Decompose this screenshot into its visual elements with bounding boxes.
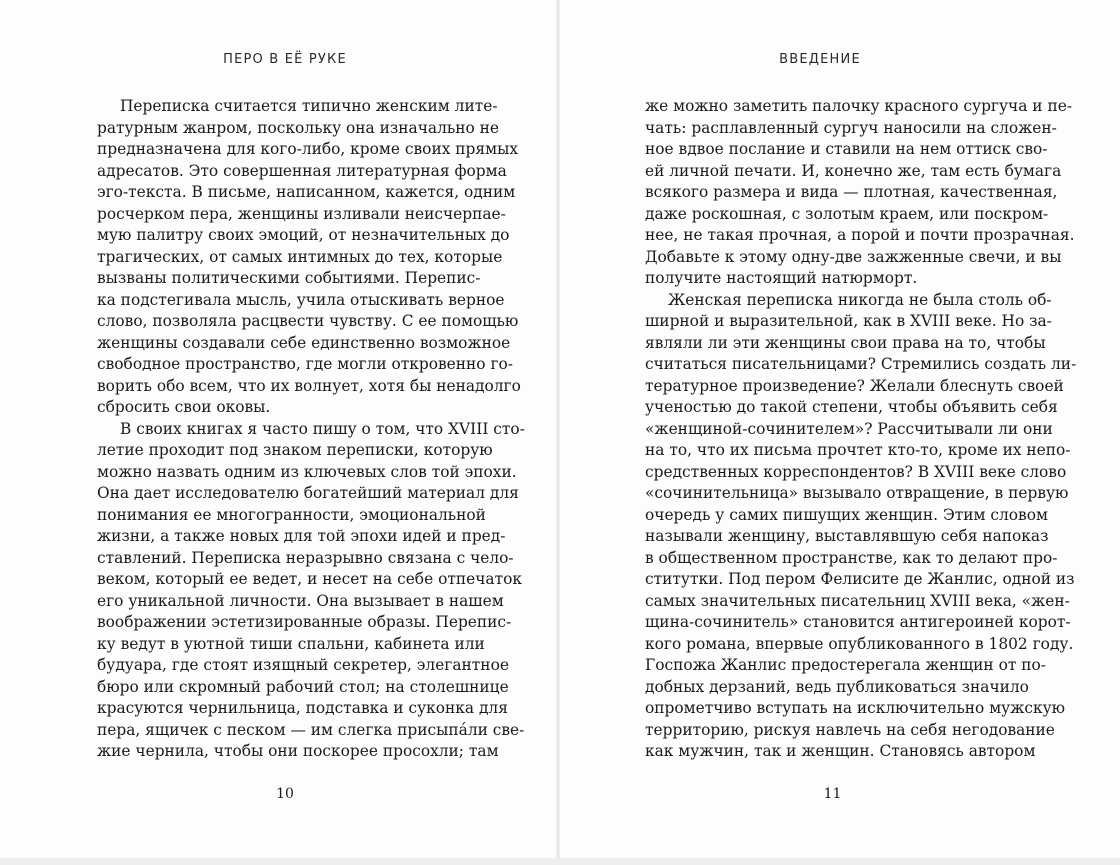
text-line: нее, не такая прочная, а порой и почти прозрачная. bbox=[645, 226, 1075, 244]
text-line: понимания ее многогранности, эмоциональной bbox=[97, 505, 486, 524]
text-line: слово, позволяла расцвести чувству. С ее помощью bbox=[97, 312, 519, 330]
text-line: ратурным жанром, поскольку она изначально не bbox=[97, 118, 500, 137]
text-line: «женщиной-сочинителем»? Рассчитывали ли они bbox=[645, 419, 1053, 438]
text-line: летие проходит под знаком переписки, которую bbox=[97, 441, 493, 459]
text-line: женщины создавали себе единственно возможное bbox=[97, 333, 511, 352]
text-line: его уникальной личности. Она вызывает в нашем bbox=[97, 591, 504, 610]
text-line: всякого размера и вида — плотная, качественная, bbox=[645, 183, 1058, 201]
text-line: Она дает исследователю богатейший материал для bbox=[97, 484, 519, 502]
text-line: свободное пространство, где могли откровенно го- bbox=[97, 355, 513, 373]
text-line: самых значительных писательниц XVIII века, «жен- bbox=[645, 591, 1070, 610]
text-line: адресатов. Это совершенная литературная форма bbox=[97, 161, 507, 180]
text-line: Переписка считается типично женским лите- bbox=[120, 97, 498, 115]
text-line: считаться писательницами? Стремились создать ли- bbox=[645, 355, 1077, 373]
text-line: чать: расплавленный сургуч наносили на сложен- bbox=[645, 118, 1057, 137]
text-line: очередь у самих пишущих женщин. Этим словом bbox=[645, 505, 1048, 524]
text-line: жие чернила, чтобы они поскорее просохли; там bbox=[97, 742, 499, 760]
text-line: ворить обо всем, что их волнует, хотя бы ненадолго bbox=[97, 376, 521, 395]
text-line: как мужчин, так и женщин. Становясь автором bbox=[645, 742, 1036, 760]
right-page bbox=[560, 0, 1120, 858]
text-line: воображении эстетизированные образы. Перепис- bbox=[97, 613, 512, 631]
page-number-right: 11 bbox=[823, 786, 842, 802]
text-line: эго-текста. В письме, написанном, кажется, одним bbox=[97, 183, 516, 201]
text-line: жизни, а также новых для той эпохи идей и пред- bbox=[97, 527, 506, 545]
text-line: ставлений. Переписка неразрывно связана с чело- bbox=[97, 548, 514, 567]
text-line: средственных корреспондентов? В XVIII веке слово bbox=[645, 462, 1067, 481]
text-line: веком, который ее ведет, и несет на себе отпечаток bbox=[97, 570, 522, 588]
text-line: предназначена для кого-либо, кроме своих прямых bbox=[97, 140, 518, 158]
text-line: добных дерзаний, ведь публиковаться значило bbox=[645, 677, 1029, 696]
running-head-right: ВВЕДЕНИЕ bbox=[779, 52, 861, 67]
left-page-text bbox=[97, 96, 525, 763]
text-line: вызваны политическими событиями. Перепис- bbox=[97, 269, 481, 287]
text-line: кого романа, впервые опубликованного в 1802 году. bbox=[645, 634, 1074, 653]
text-line: бюро или скромный рабочий стол; на столешнице bbox=[97, 677, 509, 696]
page-number-left: 10 bbox=[276, 786, 294, 802]
running-head-left: ПЕРО В ЕЁ РУКЕ bbox=[223, 52, 347, 67]
text-line: территорию, рискуя навлечь на себя негодование bbox=[645, 720, 1055, 739]
left-page bbox=[0, 0, 556, 858]
text-line: в общественном пространстве, как то делают про- bbox=[645, 548, 1058, 567]
text-line: тературное произведение? Желали блеснуть своей bbox=[645, 376, 1064, 395]
text-line: красуются чернильница, подставка и суконка для bbox=[97, 699, 508, 717]
text-line: же можно заметить палочку красного сургуча и пе- bbox=[645, 97, 1073, 115]
text-line: росчерком пера, женщины изливали неисчерпае- bbox=[97, 204, 506, 223]
text-line: Женская переписка никогда не была столь об- bbox=[668, 290, 1052, 309]
text-line: опрометчиво вступать на исключительно мужскую bbox=[645, 699, 1066, 717]
text-line: Добавьте к этому одну-две зажженные свечи, и вы bbox=[645, 247, 1062, 266]
text-line: получите настоящий натюрморт. bbox=[645, 269, 918, 287]
text-line: ное вдвое послание и ставили на нем оттиск сво- bbox=[645, 140, 1048, 158]
text-line: даже роскошная, с золотым краем, или поскром- bbox=[645, 204, 1049, 223]
text-line: ученостью до такой степени, чтобы объявить себя bbox=[645, 398, 1058, 416]
text-line: щина-сочинитель» становится антигероиней корот- bbox=[645, 613, 1071, 631]
text-line: трагических, от самых интимных до тех, которые bbox=[97, 247, 503, 266]
text-line: ка подстегивала мысль, учила отыскивать верное bbox=[97, 290, 505, 309]
text-line: пера, ящичек с песком — им слегка присыпáли све- bbox=[97, 720, 525, 739]
text-line: являли ли эти женщины свои права на то, чтобы bbox=[645, 333, 1046, 352]
text-line: ширной и выразительной, как в XVIII веке. Но за- bbox=[645, 312, 1052, 330]
text-line: будуара, где стоят изящный секретер, элегантное bbox=[97, 656, 509, 674]
text-line: на то, что их письма прочтет кто-то, кроме их непо- bbox=[645, 441, 1071, 459]
text-line: можно назвать одним из ключевых слов той эпохи. bbox=[97, 462, 517, 481]
text-line: Госпожа Жанлис предостерегала женщин от по- bbox=[645, 656, 1046, 674]
right-page-text bbox=[645, 96, 1077, 763]
text-line: ку ведут в уютной тиши спальни, кабинета или bbox=[97, 634, 485, 653]
text-line: В своих книгах я часто пишу о том, что XVIII сто- bbox=[120, 419, 525, 438]
text-line: называли женщину, выставлявшую себя напоказ bbox=[645, 527, 1049, 545]
text-line: ей личной печати. И, конечно же, там есть бумага bbox=[645, 161, 1062, 180]
text-line: мую палитру своих эмоций, от незначительных до bbox=[97, 226, 510, 244]
text-line: сбросить свои оковы. bbox=[97, 398, 271, 416]
text-line: ститутки. Под пером Фелисите де Жанлис, одной из bbox=[645, 570, 1075, 588]
text-line: «сочинительница» вызывало отвращение, в первую bbox=[645, 484, 1069, 502]
